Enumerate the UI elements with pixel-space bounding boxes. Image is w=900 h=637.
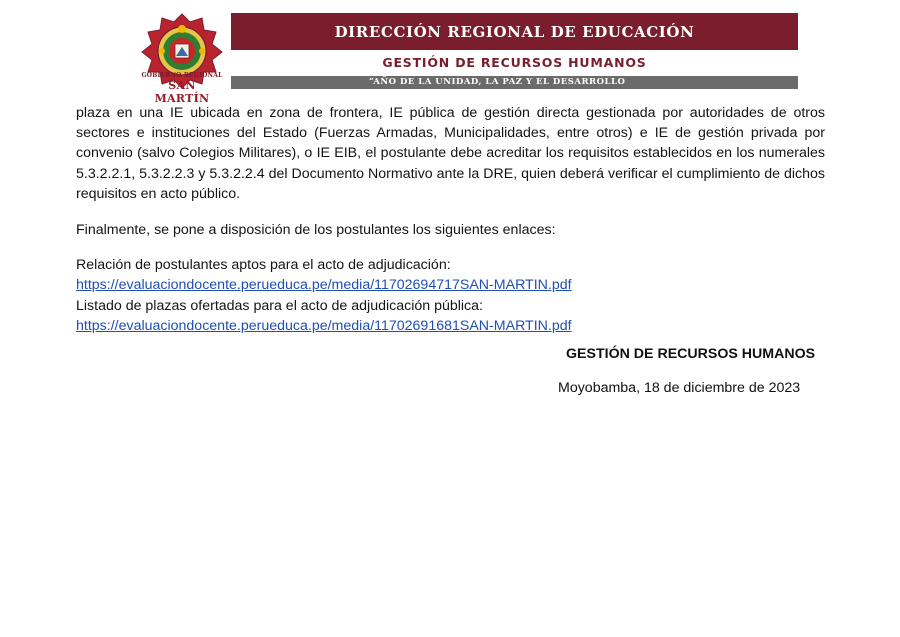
header-subtitle: GESTIÓN DE RECURSOS HUMANOS — [382, 55, 647, 70]
document-body — [76, 103, 825, 336]
header-motto-banner — [231, 76, 798, 89]
logo-caption-bottom: SAN MARTÍN — [154, 79, 210, 105]
header-motto: “AÑO DE LA UNIDAD, LA PAZ Y EL DESARROLLO — [369, 77, 626, 87]
links-block — [76, 255, 825, 336]
signature-office: GESTIÓN DE RECURSOS HUMANOS — [566, 346, 816, 362]
header-title-banner — [231, 13, 798, 50]
link-label-plazas: Listado de plazas ofertadas para el acto de adjudicación pública: — [76, 297, 483, 314]
logo-caption-top: GOBIERNO REGIONAL — [141, 72, 223, 79]
link-label-aptos: Relación de postulantes aptos para el acto de adjudicación: — [76, 257, 451, 274]
link-plazas-pdf[interactable]: https://evaluaciondocente.perueduca.pe/media/11702691681SAN-MARTIN.pdf — [76, 317, 572, 334]
paragraph-links-intro: Finalmente, se pone a disposición de los postulantes los siguientes enlaces: — [76, 222, 556, 239]
document-date: Moyobamba, 18 de diciembre de 2023 — [558, 380, 801, 396]
header-title: DIRECCIÓN REGIONAL DE EDUCACIÓN — [334, 22, 695, 41]
link-aptos-pdf[interactable]: https://evaluaciondocente.perueduca.pe/media/11702694717SAN-MARTIN.pdf — [76, 277, 572, 294]
paragraph-requirements: plaza en una IE ubicada en zona de frontera, IE pública de gestión directa gestionada por autoridades de otros sectores e instituciones del Estado (Fuerzas Armadas, Municipalidades, entre otros) e IE de gestión privada por convenio (salvo Colegios Militares), o IE EIB, el postulante debe acreditar los requisitos establecidos en los numerales 5.3.2.2.1, 5.3.2.2.3 y 5.3.2.2.4 del Documento Normativo ante la DRE, quien deberá verificar el cumplimiento de dichos requisitos en acto público. — [76, 105, 825, 202]
